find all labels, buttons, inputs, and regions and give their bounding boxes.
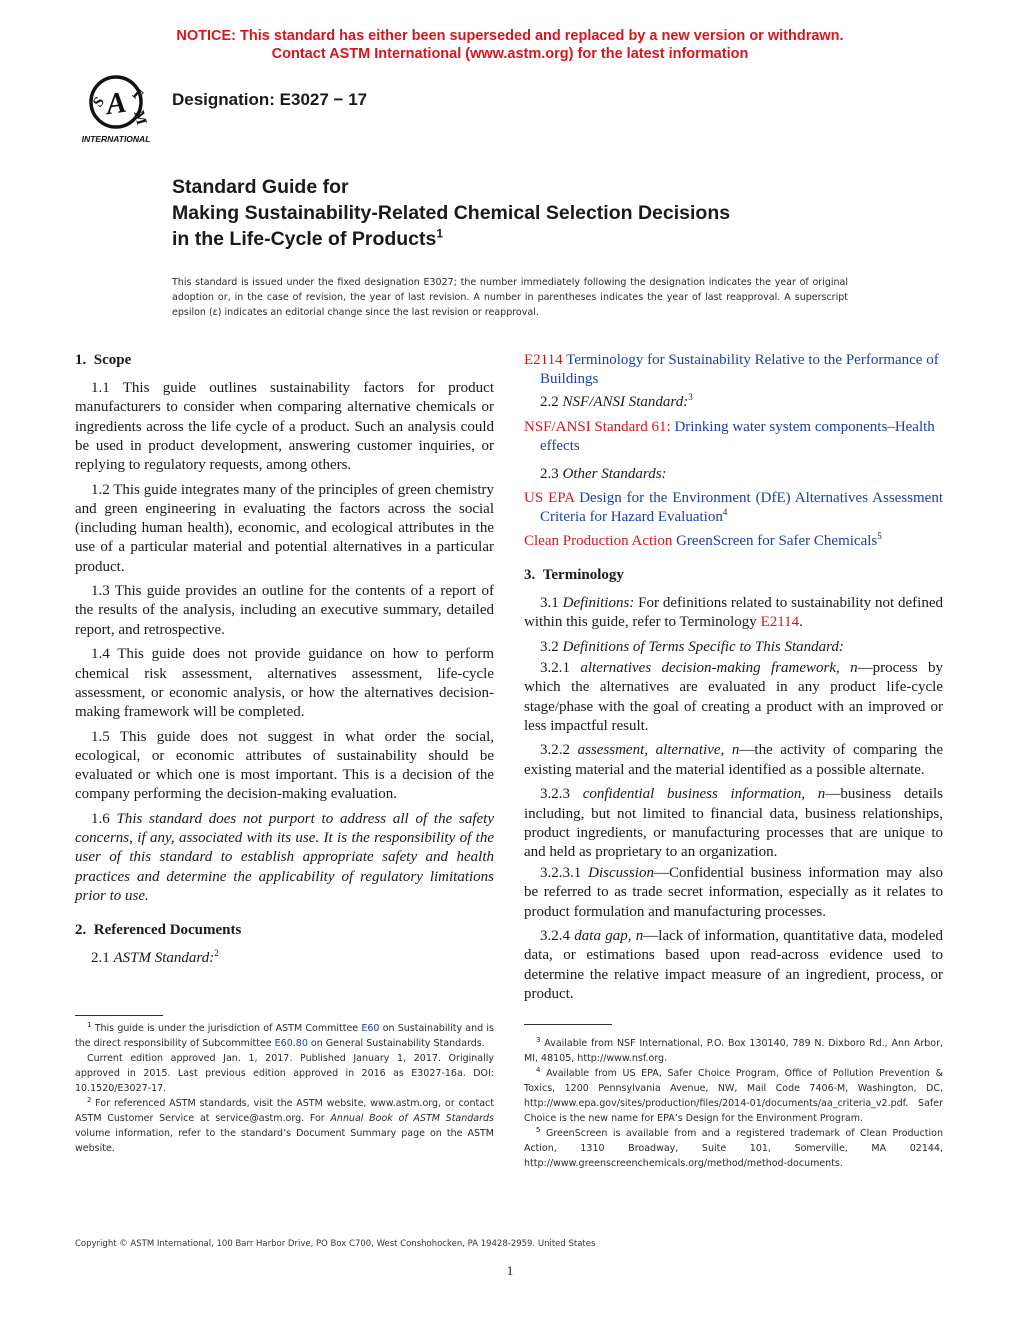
reference-title: GreenScreen for Safer Chemicals	[676, 532, 878, 549]
footnotes-left	[75, 1021, 494, 1156]
logo-caption: INTERNATIONAL	[81, 134, 151, 144]
paragraph-3-2-1: 3.2.1 alternatives decision-making framework, n—process by which the alternatives are evaluated in any product life-cycle stage/phase with the goal of creating a product with an improved or less impactful result.	[524, 660, 943, 734]
reference-e2114[interactable]	[524, 351, 943, 389]
section-scope-heading: 1. Scope	[75, 352, 132, 368]
reference-title: Drinking water system components–Health effects	[540, 419, 935, 455]
paragraph-3-2-3-1: 3.2.3.1 Discussion—Confidential business information may also be referred to as trade secret information, especially as it relates to product formulation and manufacturing processes.	[524, 865, 943, 920]
svg-text:T: T	[127, 84, 146, 104]
footnote-3: $^3$ Available from NSF International, P.O. Box 130140, 789 N. Dixboro Rd., Ann Arbor, MI, 48105, http://www.nsf.org.	[524, 1035, 943, 1064]
paragraph-1-5: 1.5 This guide does not suggest in what order the social, ecological, or economic attributes of sustainability should be evaluated or which one is most important. This is a decision of the company performing the decision-making evaluation.	[75, 728, 494, 803]
svg-text:A: A	[104, 85, 129, 122]
reference-nsf-61[interactable]	[524, 418, 943, 456]
paragraph-1-3: 1.3 This guide provides an outline for the contents of a report of the results of the analysis, including an executive summary, detailed report, and retrospective.	[75, 583, 494, 638]
title-footnote-mark: 1	[436, 226, 444, 241]
reference-code: US EPA	[524, 490, 575, 507]
paragraph-3-1: 3.1 Definitions: For definitions related to sustainability not defined within this guide, refer to Terminology E2114.	[524, 595, 944, 631]
designation: Designation: E3027 − 17	[172, 90, 368, 109]
paragraph-1-4: 1.4 This guide does not provide guidance on how to perform chemical risk assessment, alternatives assessment, life-cycle assessment, or economic analysis, or how the alternatives decision-making framework will be completed.	[75, 646, 494, 720]
paragraph-1-1: 1.1 This guide outlines sustainability factors for product manufacturers to consider when comparing alternative chemicals or ingredients across the life cycle of a product. Such an analysis could be used in product development, answering customer inquiries, or replying to regulatory requests, among others.	[75, 380, 494, 474]
footnote-4: $^4$ Available from US EPA, Safer Choice Program, Office of Pollution Prevention & Toxics, 1200 Pennsylvania Avenue, NW, Mail Code 7406-M, Washington, DC, http://www.epa.gov/sites/production/files/2014-01/documents/aa_criteria_v2.pdf. Safer Choice is the new name for EPA’s Design for the Environment Program.	[524, 1065, 943, 1124]
svg-text:M: M	[130, 108, 150, 127]
link-committee-e60[interactable]: E60	[361, 1023, 380, 1034]
notice-line-1: NOTICE: This standard has either been superseded and replaced by a new version or withdrawn.	[176, 28, 844, 44]
svg-text:S: S	[90, 94, 109, 111]
withdrawal-notice	[0, 27, 1020, 63]
right-column	[524, 351, 943, 1010]
reference-greenscreen[interactable]: Clean Production Action GreenScreen for Safer Chemicals$^5$	[524, 530, 882, 549]
document-title	[172, 174, 932, 252]
paragraph-2-1: 2.1 ASTM Standard:$^2$	[91, 948, 219, 967]
notice-line-2: Contact ASTM International (www.astm.org) for the latest information	[271, 46, 749, 62]
paragraph-1-2: 1.2 This guide integrates many of the principles of green chemistry and green engineering in evaluating the factors across the social (including human health), economic, and ecological attributes in the use of a particular material and potential alternatives in a particular product.	[75, 481, 494, 575]
section-terminology-heading: 3. Terminology	[524, 566, 624, 583]
reference-us-epa[interactable]: US EPA Design for the Environment (DfE) Alternatives Assessment Criteria for Hazard Evaluation$^4$	[524, 490, 943, 526]
paragraph-1-6: 1.6 This standard does not purport to address all of the safety concerns, if any, associated with its use. It is the responsibility of the user of this standard to establish appropriate safety and health practices and determine the applicability of regulatory limitations prior to use.	[75, 810, 495, 904]
paragraph-2-2: 2.2 NSF/ANSI Standard:$^3$	[540, 392, 693, 411]
footnotes-right	[524, 1036, 943, 1171]
reference-code: NSF/ANSI Standard 61:	[524, 419, 671, 436]
paragraph-3-2-3: 3.2.3 confidential business information, n—business details including, but not limited to financial data, business relationships, product ingredients, or manufacturing processes that are unique to and held as proprietary to an organization.	[524, 786, 943, 860]
issued-note: This standard is issued under the fixed designation E3027; the number immediately following the designation indicates the year of original adoption or, in the case of revision, the year of last revision. A number in parentheses indicates the year of last reapproval. A superscript epsilon (ε) indicates an editorial change since the last revision or reapproval.	[172, 277, 848, 318]
section-referenced-documents-heading: 2. Referenced Documents	[75, 921, 242, 938]
title-line-3: in the Life-Cycle of Products$^1$	[172, 226, 444, 250]
footnote-1: $^1$ This guide is under the jurisdiction of ASTM Committee E60 on Sustainability and is the direct responsibility of Subcommittee E60.80 on General Sustainability Standards.	[75, 1020, 494, 1049]
link-subcommittee-e60-80[interactable]: E60.80	[274, 1038, 308, 1049]
paragraph-3-2-4: 3.2.4 data gap, n—lack of information, quantitative data, modeled data, or estimations based upon read-across evidence used to determine the relative impact measure of an ingredient, process, or product.	[524, 928, 943, 1002]
paragraph-3-2-2: 3.2.2 assessment, alternative, n—the activity of comparing the existing material and the material identified as a possible alternate.	[524, 742, 944, 778]
page-number: 1	[506, 1263, 514, 1278]
astm-logo	[70, 70, 162, 148]
footnote-2: $^2$ For referenced ASTM standards, visit the ASTM website, www.astm.org, or contact ASTM Customer Service at service@astm.org. For Annual Book of ASTM Standards volume information, refer to the standard’s Document Summary page on the ASTM website.	[75, 1095, 494, 1154]
footnote-divider-right	[524, 1024, 612, 1025]
footnote-5: $^5$ GreenScreen is available from and a registered trademark of Clean Production Action, 1310 Broadway, Suite 101, Somerville, MA 02144, http://www.greenscreenchemicals.org/method/method-documents.	[524, 1125, 943, 1169]
reference-code: E2114	[524, 352, 563, 368]
paragraph-3-2: 3.2 Definitions of Terms Specific to This Standard:	[540, 638, 844, 655]
footnote-divider-left	[75, 1015, 163, 1016]
title-line-2: Making Sustainability-Related Chemical Selection Decisions	[172, 202, 731, 224]
reference-title: Design for the Environment (DfE) Alternatives Assessment Criteria for Hazard Evaluation	[540, 490, 943, 526]
footnote-1-edition: Current edition approved Jan. 1, 2017. Published January 1, 2017. Originally approved in 2015. Last previous edition approved in 2016 as E3027-16a. DOI: 10.1520/E3027-17.	[75, 1053, 494, 1094]
reference-code: Clean Production Action	[524, 532, 673, 549]
link-e2114[interactable]: E2114	[760, 614, 800, 631]
paragraph-2-3: 2.3 Other Standards:	[540, 465, 667, 482]
left-column	[75, 351, 494, 974]
title-line-1: Standard Guide for	[172, 176, 349, 198]
reference-title: Terminology for Sustainability Relative to the Performance of Buildings	[540, 352, 939, 388]
copyright-line: Copyright © ASTM International, 100 Barr Harbor Drive, PO Box C700, West Conshohocken, PA 19428-2959. United States	[75, 1239, 596, 1249]
